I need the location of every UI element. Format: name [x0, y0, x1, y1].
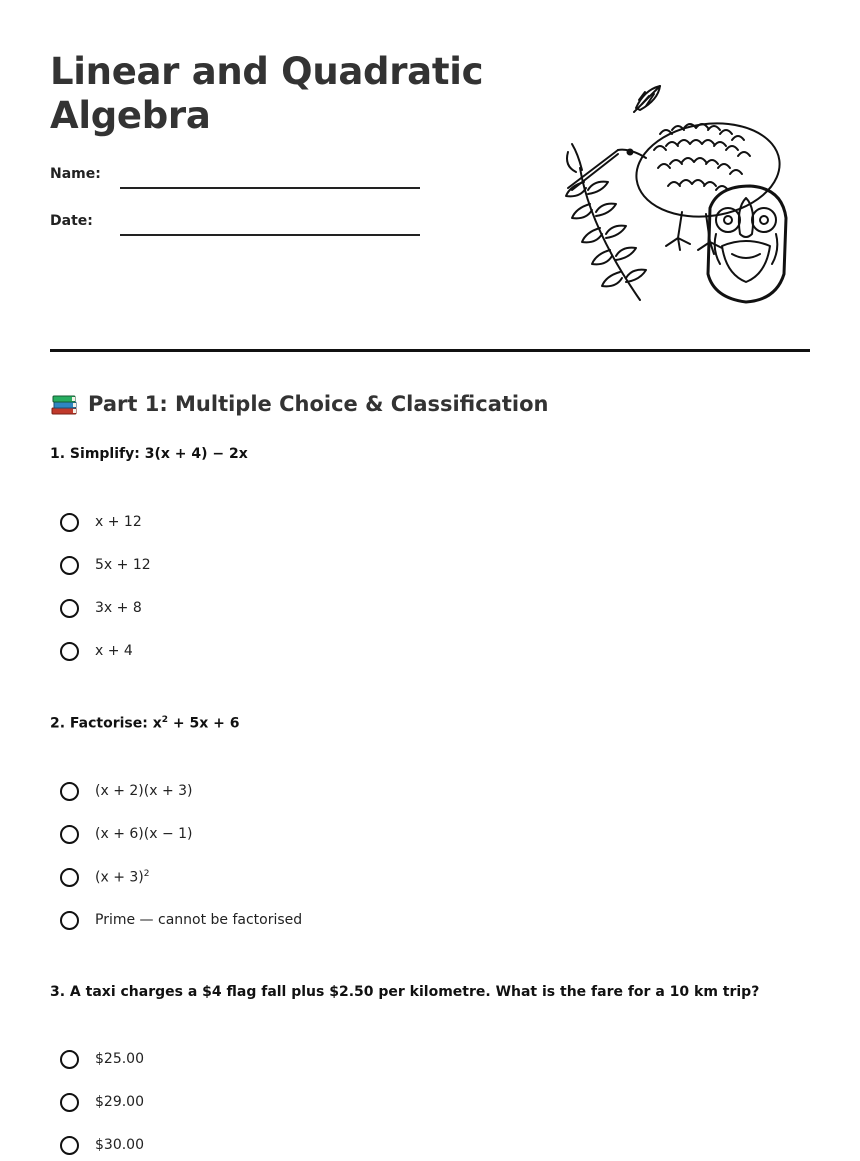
question-3: 3. A taxi charges a $4 flag fall plus $2.50 per kilometre. What is the fare for a 10 km trip? [50, 984, 760, 1000]
radio-button[interactable] [60, 599, 79, 618]
radio-button[interactable] [60, 513, 79, 532]
radio-button[interactable] [60, 556, 79, 575]
part1-heading-text: Part 1: Multiple Choice & Classification [88, 392, 549, 416]
option-label: x + 4 [95, 643, 133, 659]
q3-option-a[interactable] [60, 1046, 144, 1072]
question-2-text-end: + 5x + 6 [168, 715, 240, 732]
option-label: 5x + 12 [95, 557, 151, 573]
option-label: Prime — cannot be factorised [95, 912, 303, 928]
q1-option-c[interactable] [60, 595, 142, 621]
date-label: Date: [50, 213, 93, 229]
q2-option-c[interactable] [60, 864, 149, 890]
radio-button[interactable] [60, 782, 79, 801]
option-label: (x + 3) [95, 869, 144, 886]
name-label: Name: [50, 166, 101, 182]
option-label: 3x + 8 [95, 600, 142, 616]
q3-option-c[interactable] [60, 1132, 144, 1158]
question-1: 1. Simplify: 3(x + 4) − 2x [50, 446, 248, 462]
exponent: 2 [143, 868, 150, 879]
q1-option-a[interactable] [60, 509, 142, 535]
option-label: (x + 6)(x − 1) [95, 826, 193, 842]
fern-icon [566, 144, 646, 300]
q2-option-d[interactable] [60, 907, 302, 933]
worksheet-page [50, 0, 810, 1161]
q1-option-d[interactable] [60, 638, 133, 664]
option-label: (x + 2)(x + 3) [95, 783, 193, 799]
books-icon [50, 391, 78, 417]
question-2 [50, 715, 240, 732]
date-field[interactable] [120, 234, 420, 236]
carved-mask-icon [708, 186, 786, 302]
feather-icon [634, 86, 660, 112]
kiwi-fern-mask-illustration [550, 78, 790, 308]
radio-button[interactable] [60, 1136, 79, 1155]
q3-option-b[interactable] [60, 1089, 144, 1115]
q1-option-b[interactable] [60, 552, 151, 578]
part1-heading [50, 388, 548, 420]
page-title: Linear and Quadratic Algebra [50, 50, 484, 137]
q2-option-b[interactable] [60, 821, 193, 847]
radio-button[interactable] [60, 911, 79, 930]
radio-button[interactable] [60, 642, 79, 661]
option-label: $25.00 [95, 1051, 144, 1067]
option-label: $29.00 [95, 1094, 144, 1110]
option-label-wrap [95, 869, 149, 886]
header-divider [50, 349, 810, 352]
option-label: $30.00 [95, 1137, 144, 1153]
q2-option-a[interactable] [60, 778, 193, 804]
radio-button[interactable] [60, 825, 79, 844]
name-field[interactable] [120, 187, 420, 189]
radio-button[interactable] [60, 1093, 79, 1112]
question-2-text: 2. Factorise: x [50, 715, 162, 732]
radio-button[interactable] [60, 868, 79, 887]
radio-button[interactable] [60, 1050, 79, 1069]
exponent: 2 [161, 715, 169, 725]
option-label: x + 12 [95, 514, 142, 530]
